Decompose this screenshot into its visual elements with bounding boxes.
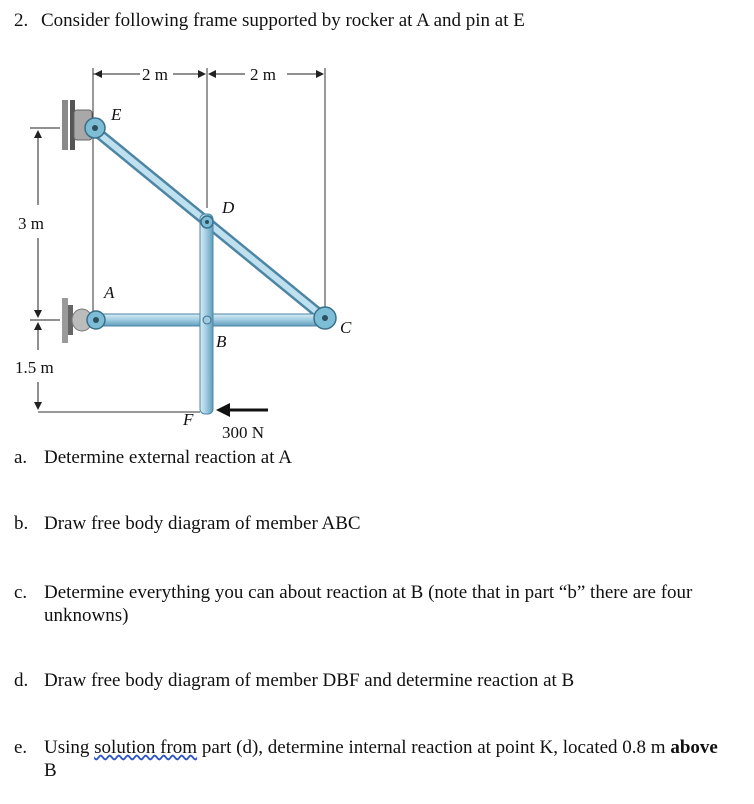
part-e bbox=[14, 736, 744, 782]
part-a bbox=[14, 446, 292, 469]
label-f: F bbox=[183, 410, 194, 429]
part-b-label: b. bbox=[14, 513, 29, 534]
dim-left-upper: 3 m bbox=[18, 214, 44, 233]
label-e: E bbox=[111, 105, 122, 124]
part-d bbox=[14, 669, 574, 692]
part-e-bold: above bbox=[670, 737, 718, 758]
question-text: Consider following frame supported by rocker at A and pin at E bbox=[41, 10, 525, 31]
part-c-text: Determine everything you can about reaction at B (note that in part “b” there are four unknowns) bbox=[44, 582, 693, 626]
part-e-text bbox=[44, 736, 744, 782]
dim-top-left: 2 m bbox=[142, 65, 168, 84]
question-number: 2. bbox=[14, 10, 29, 31]
part-e-last: B bbox=[44, 760, 57, 781]
question-heading bbox=[14, 10, 525, 32]
part-c-label: c. bbox=[14, 582, 28, 603]
member-dbf bbox=[200, 214, 213, 414]
dimension-top bbox=[93, 65, 323, 84]
part-d-text: Draw free body diagram of member DBF and determine reaction at B bbox=[44, 670, 575, 691]
joint-b bbox=[203, 316, 211, 324]
label-c: C bbox=[340, 318, 352, 337]
dim-left-lower: 1.5 m bbox=[15, 358, 54, 377]
dimension-left bbox=[15, 128, 60, 409]
load-label: 300 N bbox=[222, 423, 265, 442]
frame-figure bbox=[0, 50, 420, 450]
part-e-spellcheck: solution from bbox=[94, 737, 198, 758]
part-e-post: part (d), determine internal reaction at point K, located 0.8 m bbox=[201, 737, 666, 758]
label-b: B bbox=[216, 332, 227, 351]
load-arrow bbox=[216, 403, 268, 417]
label-d: D bbox=[222, 198, 235, 217]
part-d-label: d. bbox=[14, 670, 29, 691]
label-a: A bbox=[104, 283, 115, 302]
dim-top-right: 2 m bbox=[250, 65, 276, 84]
part-e-label: e. bbox=[14, 737, 28, 758]
part-a-label: a. bbox=[14, 447, 28, 468]
part-b bbox=[14, 512, 361, 535]
part-a-text: Determine external reaction at A bbox=[44, 447, 292, 468]
part-c bbox=[14, 581, 744, 627]
part-e-pre: Using bbox=[44, 737, 90, 758]
part-b-text: Draw free body diagram of member ABC bbox=[44, 513, 361, 534]
